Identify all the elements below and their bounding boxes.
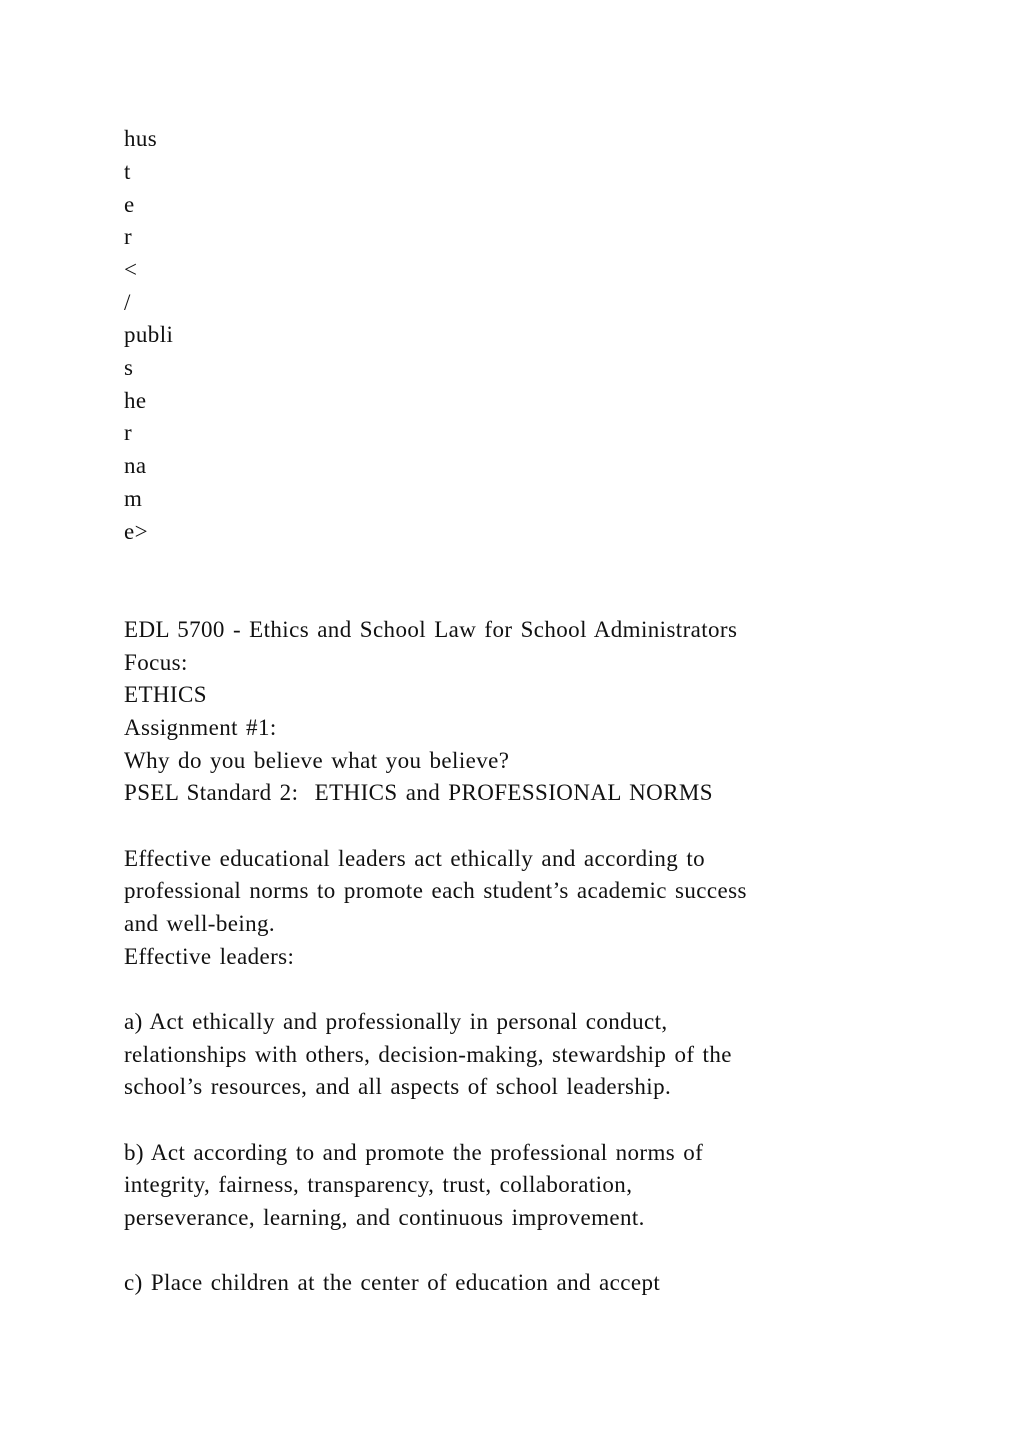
fragment-line: < xyxy=(124,257,138,282)
item-a-line: a) Act ethically and professionally in personal conduct, xyxy=(124,1009,668,1034)
assignment-question: Why do you believe what you believe? xyxy=(124,748,510,773)
fragment-line: r xyxy=(124,420,133,445)
fragment-line: / xyxy=(124,290,131,315)
fragment-line: s xyxy=(124,355,134,380)
intro-line: Effective leaders: xyxy=(124,944,295,969)
fragment-line: t xyxy=(124,159,131,184)
standard-title: PSEL Standard 2: ETHICS and PROFESSIONAL NORMS xyxy=(124,780,713,805)
fragment-line: m xyxy=(124,486,143,511)
focus-value: ETHICS xyxy=(124,682,207,707)
item-b-line: perseverance, learning, and continuous improvement. xyxy=(124,1205,645,1230)
item-c-line: c) Place children at the center of education and accept xyxy=(124,1270,661,1295)
fragment-line: r xyxy=(124,224,133,249)
fragment-line: e> xyxy=(124,519,148,544)
intro-line: Effective educational leaders act ethically and according to xyxy=(124,846,706,871)
fragment-line: he xyxy=(124,388,147,413)
item-a-line: school’s resources, and all aspects of school leadership. xyxy=(124,1074,672,1099)
item-b-line: b) Act according to and promote the professional norms of xyxy=(124,1140,704,1165)
intro-line: and well-being. xyxy=(124,911,276,936)
fragment-line: publi xyxy=(124,322,174,347)
item-a-line: relationships with others, decision-making, stewardship of the xyxy=(124,1042,732,1067)
intro-line: professional norms to promote each student’s academic success xyxy=(124,878,747,903)
assignment-label: Assignment #1: xyxy=(124,715,277,740)
fragment-line: hus xyxy=(124,126,158,151)
fragment-line: e xyxy=(124,192,135,217)
item-b-line: integrity, fairness, transparency, trust, collaboration, xyxy=(124,1172,633,1197)
fragment-line: na xyxy=(124,453,147,478)
focus-label: Focus: xyxy=(124,650,188,675)
course-title: EDL 5700 - Ethics and School Law for School Administrators xyxy=(124,617,738,642)
